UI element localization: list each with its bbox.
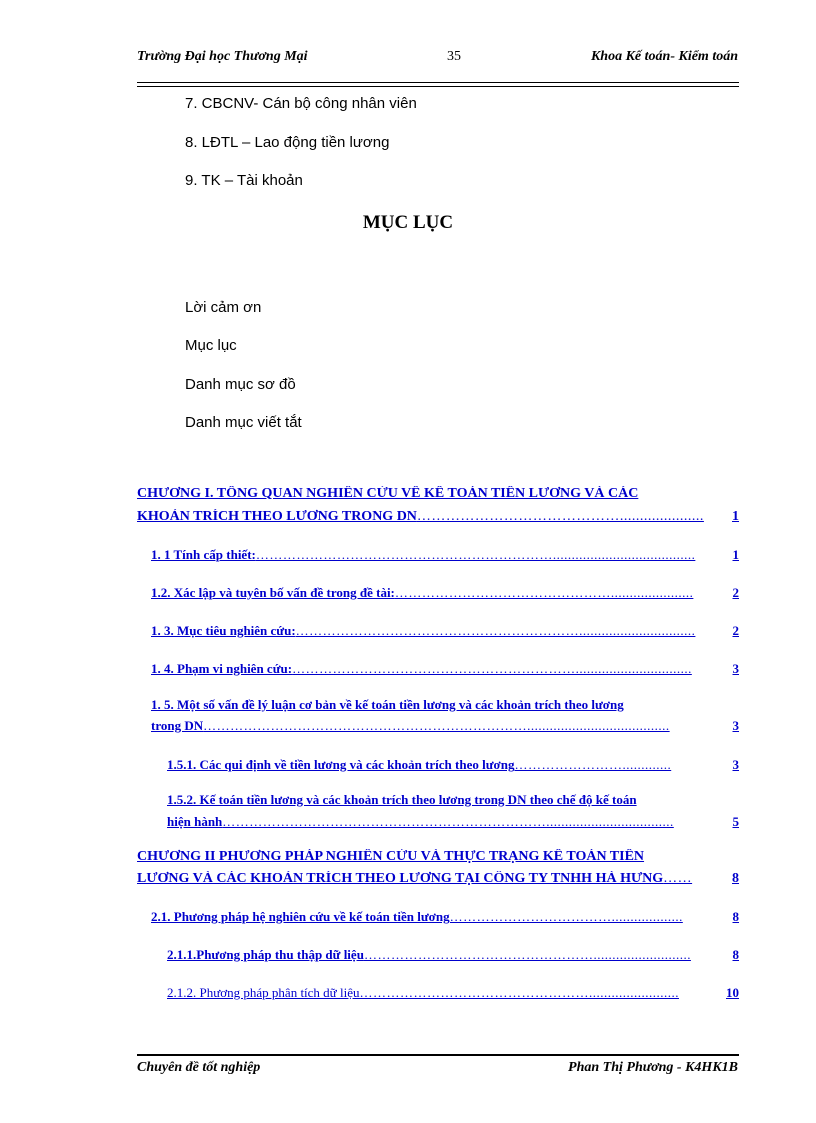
abbreviation-item: 8. LĐTL – Lao động tiền lương: [185, 134, 390, 151]
toc-text: 1. 3. Mục tiêu nghiên cứu:: [151, 623, 296, 638]
toc-section-1-5-2-cont[interactable]: hiện hành ……………………………………………………………….................................. 5: [167, 814, 739, 829]
toc-text: 1. 1 Tính cấp thiết:: [151, 547, 256, 562]
front-matter-item: Danh mục sơ đồ: [185, 376, 296, 393]
toc-section-1-5-line1: 1. 5. Một số vấn đề lý luận cơ bản về kế toán tiền lương và các khoản trích theo lương: [151, 697, 624, 712]
toc-section-1-5-2-line1: 1.5.2. Kế toán tiền lương và các khoản trích theo lương trong DN theo chế độ kế toán: [167, 792, 637, 807]
toc-text: hiện hành: [167, 814, 223, 829]
header-rule-thin: [137, 86, 739, 87]
toc-page: 3: [732, 661, 739, 676]
toc-text: LƯƠNG VÀ CÁC KHOẢN TRÍCH THEO LƯƠNG TẠI CÔNG TY TNHH HÀ HƯNG: [137, 871, 664, 886]
toc-text: 2.1.2. Phương pháp phân tích dữ liệu: [167, 985, 360, 1000]
toc-section-2-1-1[interactable]: 2.1.1.Phương pháp thu thập dữ liệu …………………………………………….......................... 8: [167, 947, 739, 962]
front-matter-item: Mục lục: [185, 337, 237, 354]
toc-text: 2.1.1.Phương pháp thu thập dữ liệu: [167, 947, 364, 962]
toc-section-1-2[interactable]: 1.2. Xác lập và tuyên bố vấn đề trong đề tài: …………………………………………...................... 2: [151, 585, 739, 600]
toc-page: 3: [732, 718, 739, 733]
toc-page: 8: [732, 909, 739, 924]
front-matter-item: Lời cảm ơn: [185, 299, 262, 316]
header-rule: [137, 82, 739, 83]
toc-section-2-1-2[interactable]: 2.1.2. Phương pháp phân tích dữ liệu ……………………………………………........................ 10: [167, 985, 739, 1000]
toc-chapter-1-line1: CHƯƠNG I. TỔNG QUAN NGHIÊN CỨU VỀ KẾ TOÁN TIỀN LƯƠNG VÀ CÁC: [137, 486, 639, 501]
header-school: Trường Đại học Thương Mại: [137, 49, 308, 64]
page-title: MỤC LỤC: [362, 212, 454, 233]
toc-chapter-1-cont[interactable]: KHOẢN TRÍCH THEO LƯƠNG TRONG DN ……………………………………..................... 1: [137, 509, 739, 524]
toc-page: 10: [726, 985, 739, 1000]
footer-author: Phan Thị Phương - K4HK1B: [568, 1060, 738, 1075]
toc-section-1-5-2[interactable]: [167, 792, 739, 808]
toc-page: 3: [732, 757, 739, 772]
header-faculty: Khoa Kế toán- Kiểm toán: [590, 49, 738, 64]
toc-text: KHOẢN TRÍCH THEO LƯƠNG TRONG DN: [137, 509, 417, 524]
toc-section-1-4[interactable]: 1. 4. Phạm vi nghiên cứu: ………………………………………………………............................... 3: [151, 661, 739, 676]
toc-page: 1: [732, 547, 739, 562]
toc-page: 2: [732, 585, 739, 600]
toc-section-1-1[interactable]: 1. 1 Tính cấp thiết: …………………………………………………………...................................... 1: [151, 547, 739, 562]
abbreviation-item: 7. CBCNV- Cán bộ công nhân viên: [185, 95, 417, 112]
toc-section-2-1[interactable]: 2.1. Phương pháp hệ nghiên cứu về kế toán tiền lương ………………………………................... 8: [151, 909, 739, 924]
toc-text: 2.1. Phương pháp hệ nghiên cứu về kế toán tiền lương: [151, 909, 450, 924]
toc-text: 1.2. Xác lập và tuyên bố vấn đề trong đề tài:: [151, 585, 395, 600]
abbreviation-item: 9. TK – Tài khoản: [185, 172, 303, 189]
toc-page: 8: [732, 871, 739, 886]
toc-page: 8: [732, 947, 739, 962]
toc-chapter-2-line1: CHƯƠNG II PHƯƠNG PHÁP NGHIÊN CỨU VÀ THỰC TRẠNG KẾ TOÁN TIỀN: [137, 849, 645, 864]
toc-page: 1: [732, 509, 739, 524]
toc-text: 1.5.1. Các qui định về tiền lương và các khoản trích theo lương: [167, 757, 515, 772]
toc-section-1-5-cont[interactable]: trong DN ………………………………………………………………...................................... 3: [151, 718, 739, 733]
toc-chapter-1[interactable]: [137, 486, 739, 502]
toc-chapter-2[interactable]: [137, 849, 739, 865]
toc-text: trong DN: [151, 718, 204, 733]
toc-section-1-5[interactable]: [151, 697, 739, 713]
toc-page: 2: [732, 623, 739, 638]
toc-text: 1. 4. Phạm vi nghiên cứu:: [151, 661, 293, 676]
footer-thesis-type: Chuyên đề tốt nghiệp: [137, 1060, 261, 1075]
toc-page: 5: [732, 814, 739, 829]
toc-section-1-5-1[interactable]: 1.5.1. Các qui định về tiền lương và các khoản trích theo lương ……………………............. 3: [167, 757, 739, 772]
header-page-number: 35: [447, 49, 461, 64]
toc-section-1-3[interactable]: 1. 3. Mục tiêu nghiên cứu: ………………………………………………………............................... 2: [151, 623, 739, 638]
footer-rule: [137, 1054, 739, 1056]
front-matter-item: Danh mục viết tắt: [185, 414, 302, 431]
toc-chapter-2-cont[interactable]: LƯƠNG VÀ CÁC KHOẢN TRÍCH THEO LƯƠNG TẠI CÔNG TY TNHH HÀ HƯNG …… 8: [137, 871, 739, 886]
